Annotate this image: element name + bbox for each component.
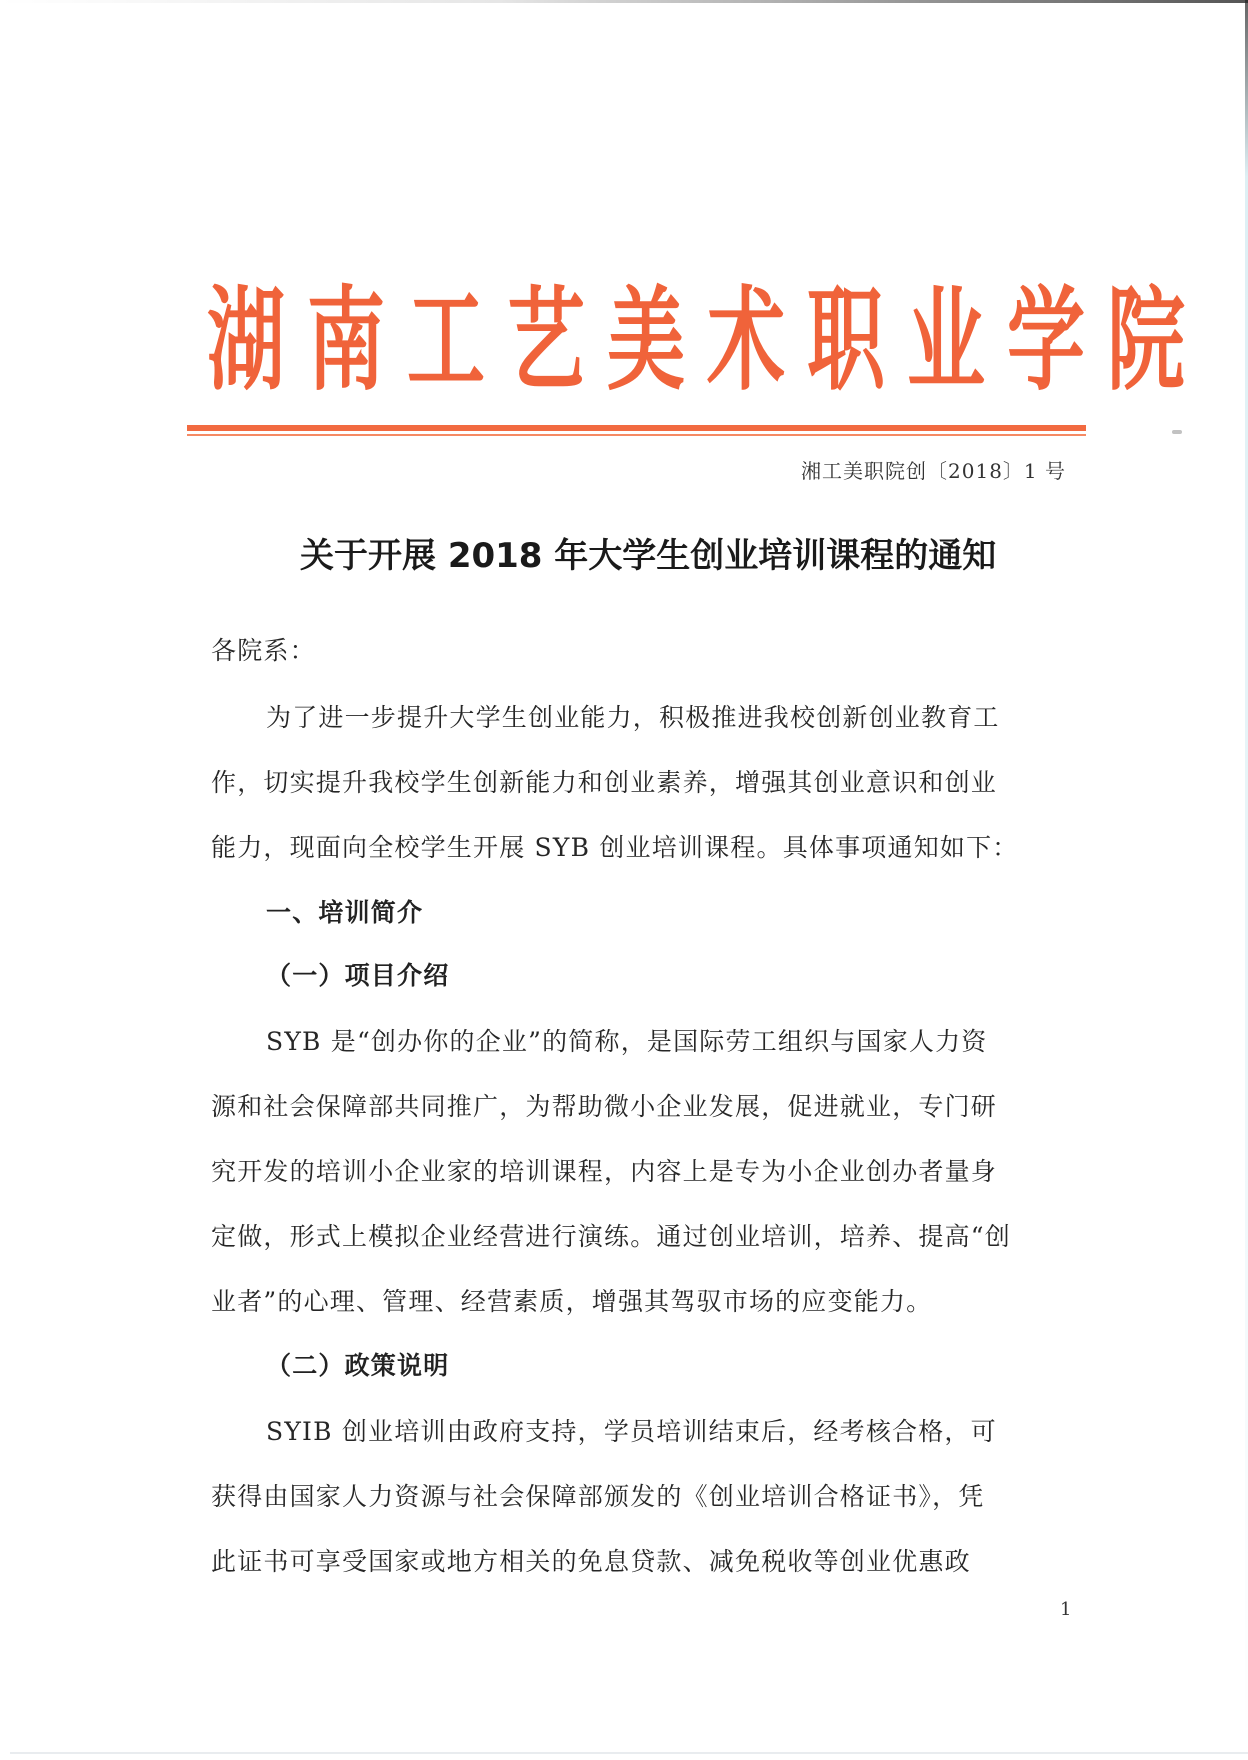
body-line: 究开发的培训小企业家的培训课程，内容上是专为小企业创办者量身 — [211, 1157, 998, 1186]
letterhead-char: 业 — [907, 273, 985, 407]
body-line: 业者”的心理、管理、经营素质，增强其驾驭市场的应变能力。 — [211, 1287, 933, 1316]
letterhead-char: 术 — [707, 273, 785, 407]
subsection-heading: （一）项目介绍 — [266, 961, 450, 990]
body-line: 为了进一步提升大学生创业能力，积极推进我校创新创业教育工 — [266, 703, 1000, 732]
document-title: 关于开展 2018 年大学生创业培训课程的通知 — [300, 536, 997, 576]
document-number: 湘工美职院创〔2018〕1 号 — [801, 459, 1066, 483]
letterhead-char: 职 — [807, 273, 885, 407]
body-line: SYIB 创业培训由政府支持，学员培训结束后，经考核合格，可 — [266, 1417, 997, 1446]
body-line: 源和社会保障部共同推广，为帮助微小企业发展，促进就业，专门研 — [211, 1092, 998, 1121]
scan-edge-bottom — [10, 1752, 1248, 1754]
body-line: SYB 是“创办你的企业”的简称，是国际劳工组织与国家人力资 — [266, 1027, 988, 1056]
body-line: 作，切实提升我校学生创新能力和创业素养，增强其创业意识和创业 — [211, 768, 998, 797]
letterhead-rule-thick — [187, 425, 1086, 431]
body-line: 获得由国家人力资源与社会保障部颁发的《创业培训合格证书》，凭 — [211, 1482, 985, 1511]
letterhead-char: 南 — [307, 273, 385, 407]
section-heading: 一、培训简介 — [266, 898, 424, 927]
letterhead-char: 艺 — [507, 273, 585, 407]
body-line: 能力，现面向全校学生开展 SYB 创业培训课程。具体事项通知如下： — [211, 833, 1019, 862]
letterhead-char: 工 — [407, 273, 485, 407]
body-line: 此证书可享受国家或地方相关的免息贷款、减免税收等创业优惠政 — [211, 1547, 971, 1576]
body-line: 定做，形式上模拟企业经营进行演练。通过创业培训，培养、提高“创 — [211, 1222, 1011, 1251]
letterhead-rule-thin — [187, 434, 1086, 436]
letterhead-char: 美 — [607, 273, 685, 407]
letterhead-institution-name — [196, 273, 1185, 407]
salutation: 各院系： — [211, 636, 316, 665]
scan-edge-top — [0, 0, 1248, 3]
subsection-heading: （二）政策说明 — [266, 1351, 450, 1380]
letterhead-char: 学 — [1007, 273, 1085, 407]
page-number: 1 — [1060, 1599, 1072, 1620]
letterhead-char: 湖 — [207, 273, 285, 407]
letterhead-char: 院 — [1107, 273, 1185, 407]
scan-speck — [1172, 430, 1182, 434]
